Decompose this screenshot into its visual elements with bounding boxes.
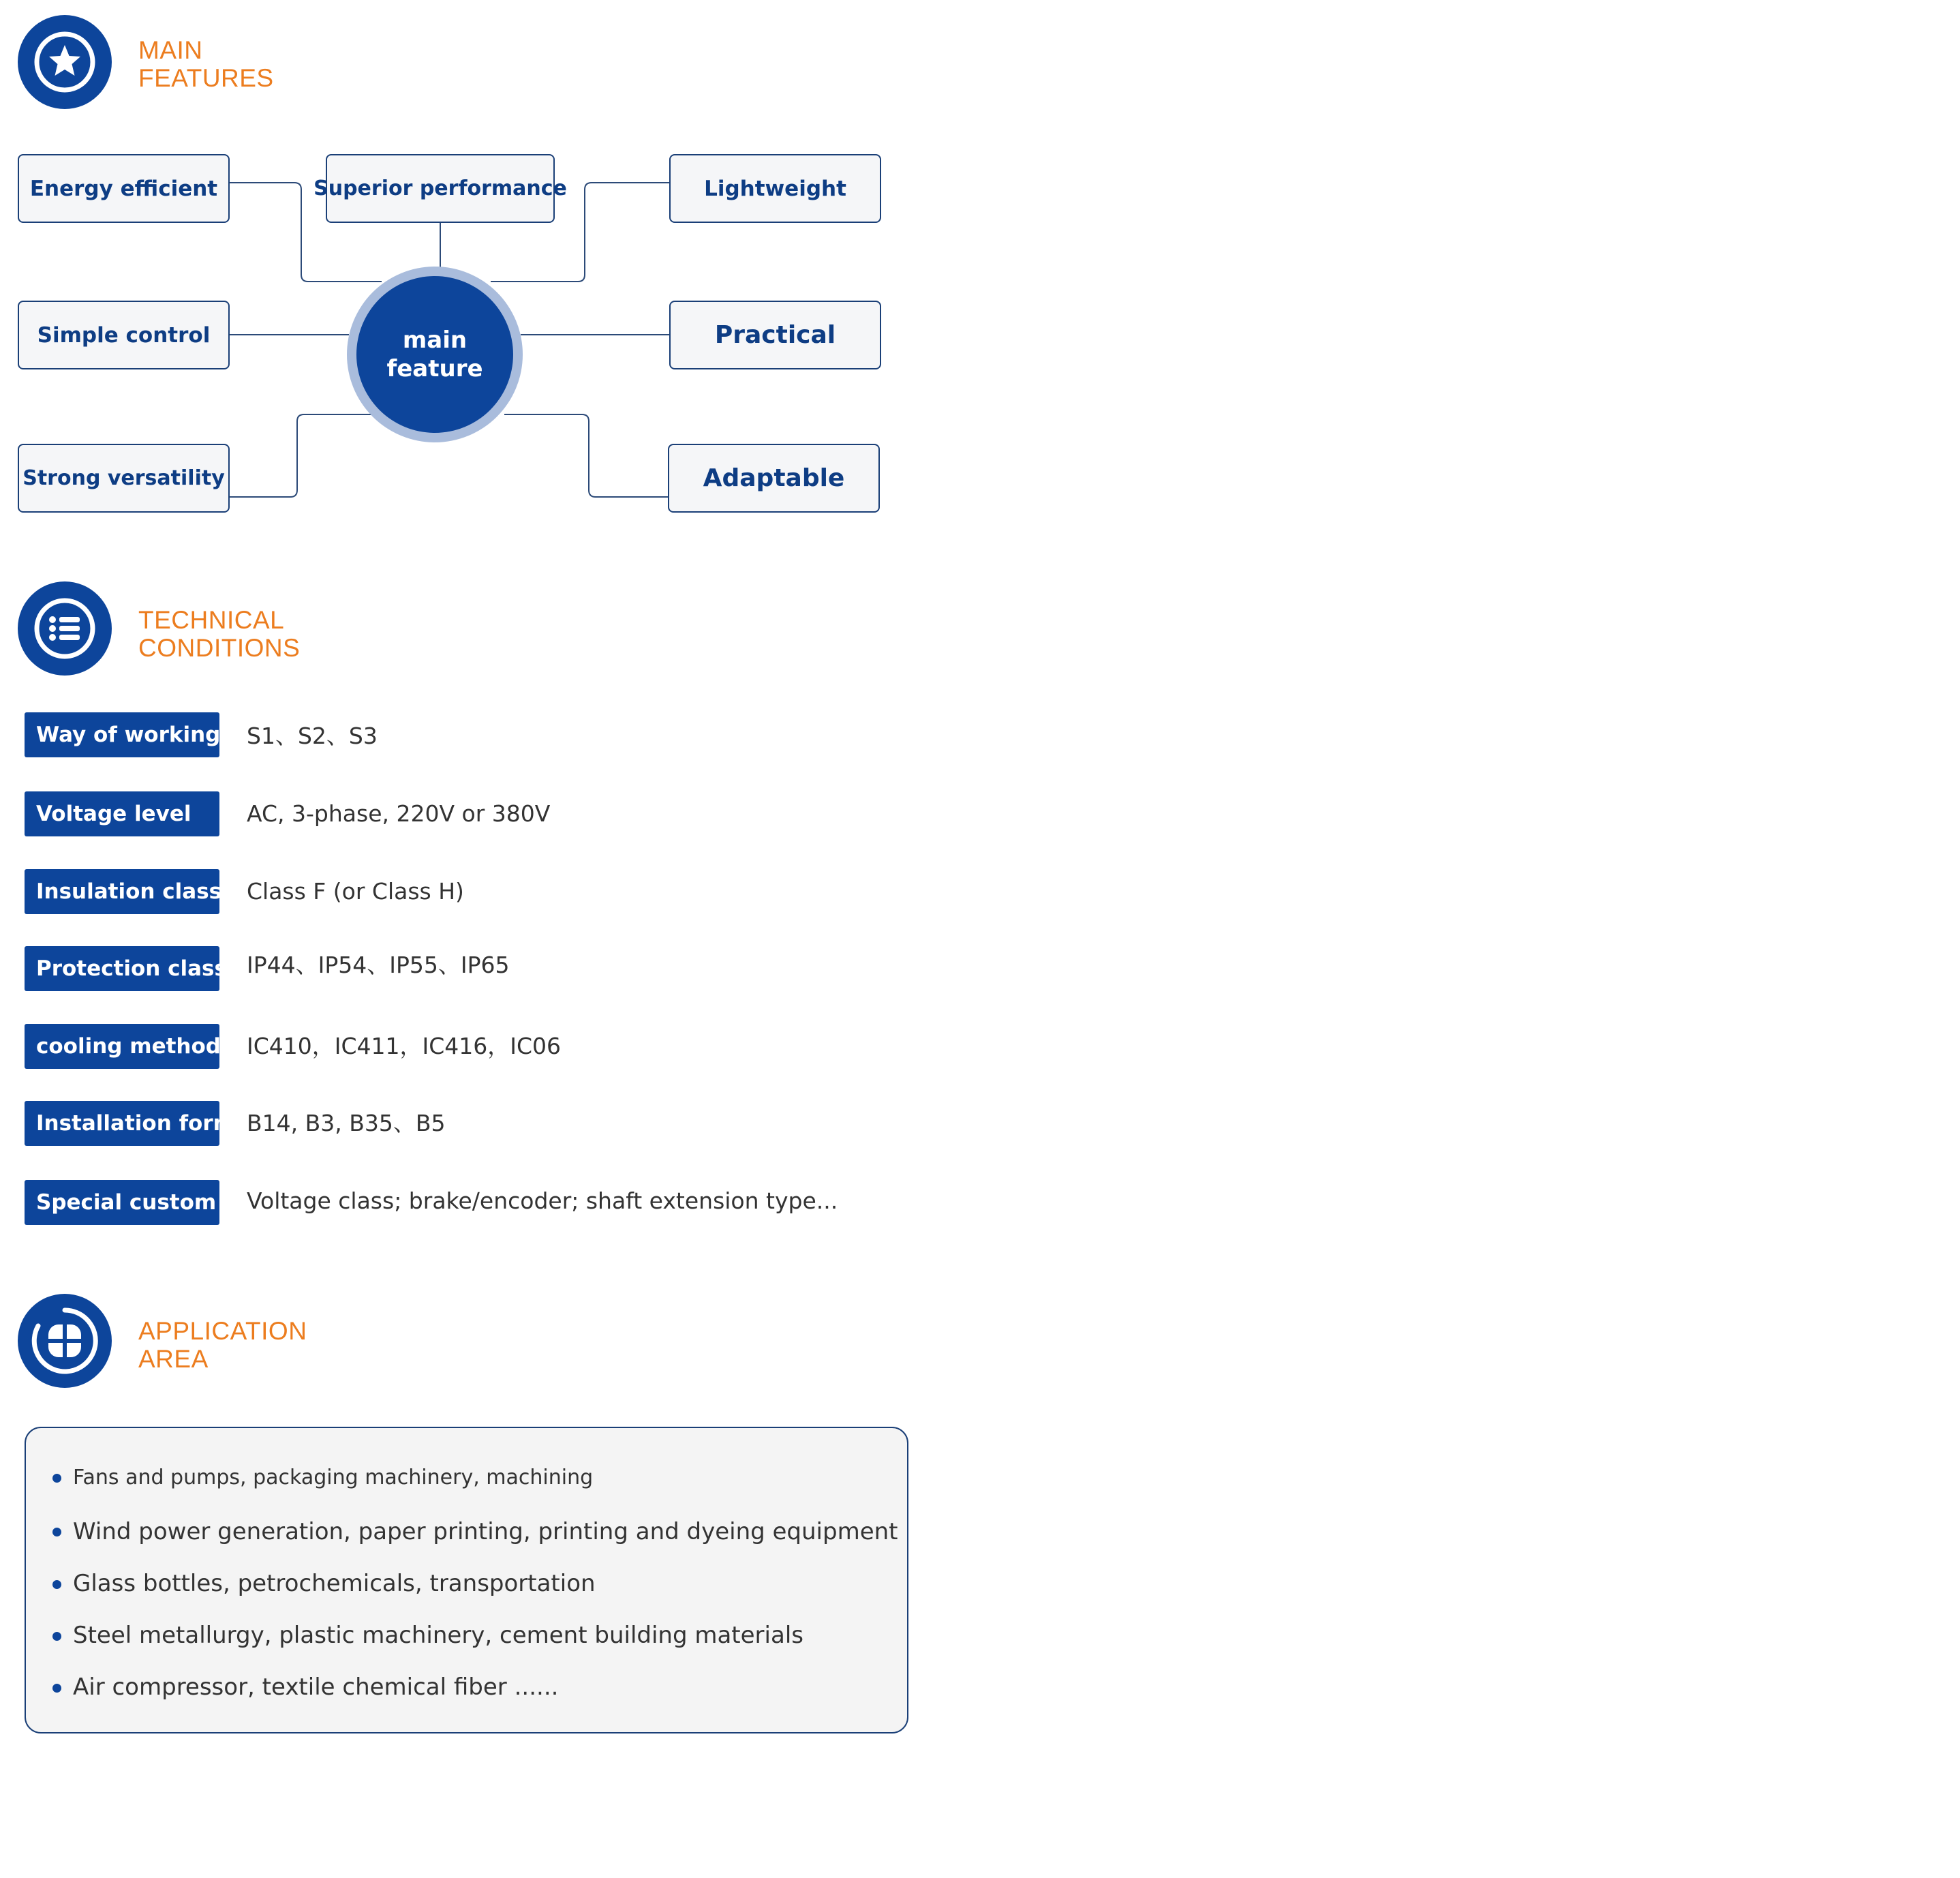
feature-superior-performance-label: Superior performance — [313, 177, 567, 200]
feature-practical — [669, 301, 881, 369]
technical-conditions-title-line1: TECHNICAL — [138, 606, 285, 634]
feature-lightweight — [669, 154, 881, 223]
application-area-title — [138, 1317, 307, 1373]
application-area-badge — [18, 1294, 112, 1388]
feature-energy-efficient-label: Energy efficient — [29, 176, 218, 201]
center-label-line2: feature — [386, 355, 483, 382]
tc-value-cooling-method: IC410，IC411，IC416，IC06 — [247, 1033, 562, 1059]
feature-strong-versatility-label: Strong versatility — [22, 466, 225, 490]
bullet-dot — [52, 1474, 61, 1483]
feature-practical-label: Practical — [714, 321, 836, 349]
tc-value-voltage-level: AC, 3-phase, 220V or 380V — [247, 800, 551, 827]
main-features-badge — [18, 15, 112, 109]
feature-lightweight-label: Lightweight — [704, 176, 846, 201]
main-features-title-line2: FEATURES — [138, 64, 274, 92]
application-item: Fans and pumps, packaging machinery, machining — [73, 1466, 594, 1489]
tc-value-special-custom: Voltage class; brake/encoder; shaft extension type... — [247, 1187, 838, 1214]
application-item: Wind power generation, paper printing, printing and dyeing equipment — [73, 1518, 898, 1545]
tc-value-protection-class: IP44、IP54、IP55、IP65 — [247, 952, 510, 978]
feature-superior-performance — [313, 154, 567, 223]
technical-conditions-badge — [18, 581, 112, 676]
tc-label-voltage-level: Voltage level — [25, 791, 219, 836]
feature-simple-control-label: Simple control — [37, 322, 211, 348]
center-label-line1: main — [402, 327, 468, 354]
application-area-title-line2: AREA — [138, 1345, 209, 1373]
bullet-dot — [52, 1684, 61, 1693]
star-icon — [18, 15, 112, 109]
main-features-title-line1: MAIN — [138, 36, 203, 64]
application-area-title-line1: APPLICATION — [138, 1317, 307, 1345]
tc-label-special-custom: Special custom — [25, 1180, 219, 1225]
application-item: Glass bottles, petrochemicals, transportation — [73, 1570, 596, 1597]
feature-energy-efficient — [18, 154, 230, 223]
tc-label-insulation-class: Insulation class — [25, 869, 219, 914]
tc-label-way-of-working: Way of working — [25, 712, 219, 757]
application-item: Air compressor, textile chemical fiber ...... — [73, 1673, 559, 1701]
application-item: Steel metallurgy, plastic machinery, cement building materials — [73, 1622, 803, 1649]
tc-value-installation-form: B14, B3, B35、B5 — [247, 1110, 446, 1136]
tc-label-cooling-method: cooling method — [25, 1024, 219, 1069]
bullet-dot — [52, 1528, 61, 1536]
tc-label-protection-class: Protection class — [25, 946, 219, 991]
tc-value-insulation-class: Class F (or Class H) — [247, 878, 464, 905]
center-main-feature — [356, 276, 513, 433]
technical-conditions-title-line2: CONDITIONS — [138, 634, 301, 662]
feature-simple-control — [18, 301, 230, 369]
feature-strong-versatility — [18, 444, 230, 513]
feature-adaptable-label: Adaptable — [703, 464, 845, 492]
bullet-dot — [52, 1632, 61, 1641]
tc-value-way-of-working: S1、S2、S3 — [247, 723, 378, 749]
feature-adaptable — [668, 444, 880, 513]
bullet-dot — [52, 1580, 61, 1589]
list-icon — [18, 581, 112, 676]
tc-label-installation-form: Installation form — [25, 1101, 219, 1146]
main-features-title — [138, 36, 274, 92]
clover-icon — [18, 1294, 112, 1388]
technical-conditions-title — [138, 606, 300, 662]
